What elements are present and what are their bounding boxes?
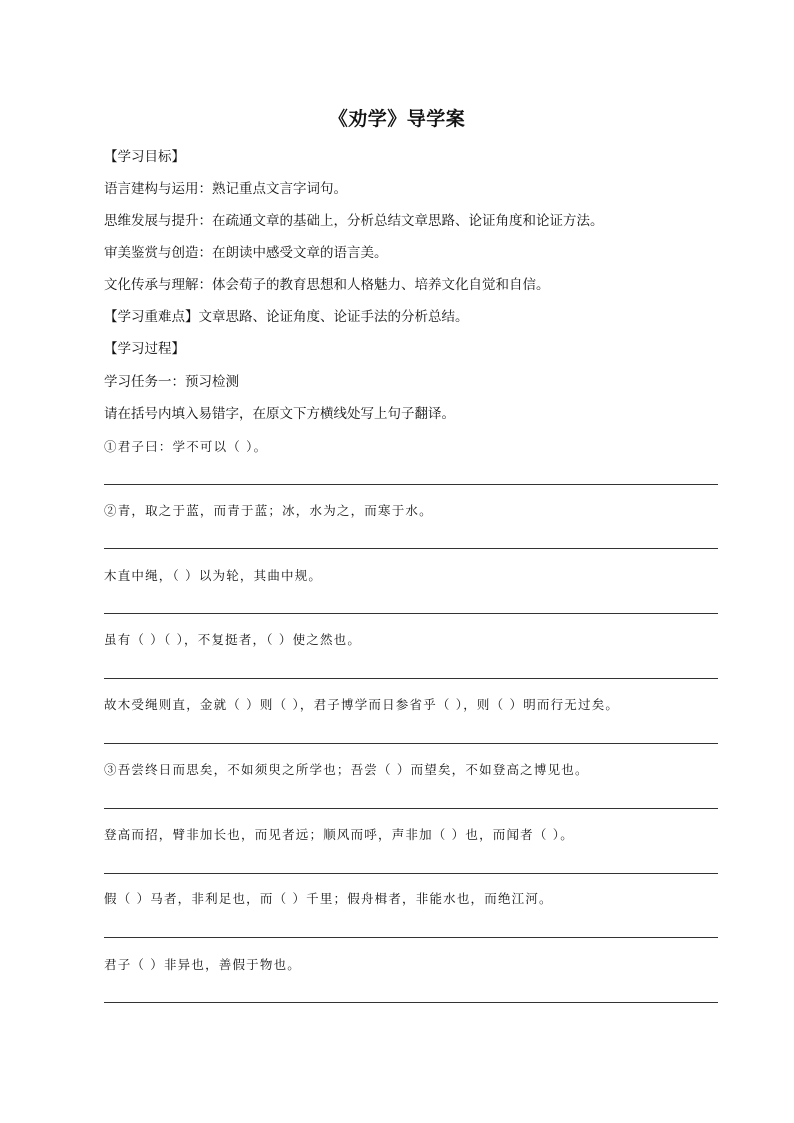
- key-points: 【学习重难点】文章思路、论证角度、论证手法的分析总结。: [104, 309, 469, 325]
- page-title: 《劝学》导学案: [328, 108, 466, 130]
- objectives-heading: 【学习目标】: [104, 149, 185, 165]
- exercise-sentence: 假（ ）马者，非利足也，而（ ）千里；假舟楫者，非能水也，而绝江河。: [104, 891, 553, 906]
- objective-aesthetic: 审美鉴赏与创造：在朗读中感受文章的语言美。: [104, 245, 388, 261]
- task1-instruction: 请在括号内填入易错字，在原文下方横线处写上句子翻译。: [104, 406, 455, 422]
- answer-line[interactable]: [104, 873, 718, 874]
- task1-title: 学习任务一：预习检测: [104, 374, 239, 390]
- objective-language: 语言建构与运用：熟记重点文言字词句。: [104, 181, 347, 197]
- answer-line[interactable]: [104, 808, 718, 809]
- answer-line[interactable]: [104, 484, 718, 485]
- answer-line[interactable]: [104, 937, 718, 938]
- exercise-sentence: ①君子曰：学不可以（ ）。: [104, 439, 268, 454]
- exercise-sentence: ②青，取之于蓝，而青于蓝；冰，水为之，而寒于水。: [104, 503, 433, 518]
- exercise-sentence: ③吾尝终日而思矣，不如须臾之所学也；吾尝（ ）而望矣，不如登高之博见也。: [104, 762, 589, 777]
- exercise-sentence: 故木受绳则直，金就（ ）则（ ），君子博学而日参省乎（ ），则（ ）明而行无过矣。: [104, 697, 620, 712]
- exercise-sentence: 登高而招，臂非加长也，而见者远；顺风而呼，声非加（ ）也，而闻者（ ）。: [104, 827, 574, 842]
- answer-line[interactable]: [104, 743, 718, 744]
- process-heading: 【学习过程】: [104, 341, 185, 357]
- answer-line[interactable]: [104, 613, 718, 614]
- objective-thinking: 思维发展与提升：在疏通文章的基础上，分析总结文章思路、论证角度和论证方法。: [104, 213, 604, 229]
- answer-line[interactable]: [104, 548, 718, 549]
- exercise-sentence: 木直中绳，（ ）以为轮，其曲中规。: [104, 568, 323, 583]
- exercise-sentence: 虽有（ ）（ ），不复挺者，（ ）使之然也。: [104, 632, 362, 647]
- exercise-sentence: 君子（ ）非异也，善假于物也。: [104, 957, 301, 972]
- answer-line[interactable]: [104, 1002, 718, 1003]
- objective-culture: 文化传承与理解：体会荀子的教育思想和人格魅力、培养文化自觉和自信。: [104, 277, 550, 293]
- answer-line[interactable]: [104, 678, 718, 679]
